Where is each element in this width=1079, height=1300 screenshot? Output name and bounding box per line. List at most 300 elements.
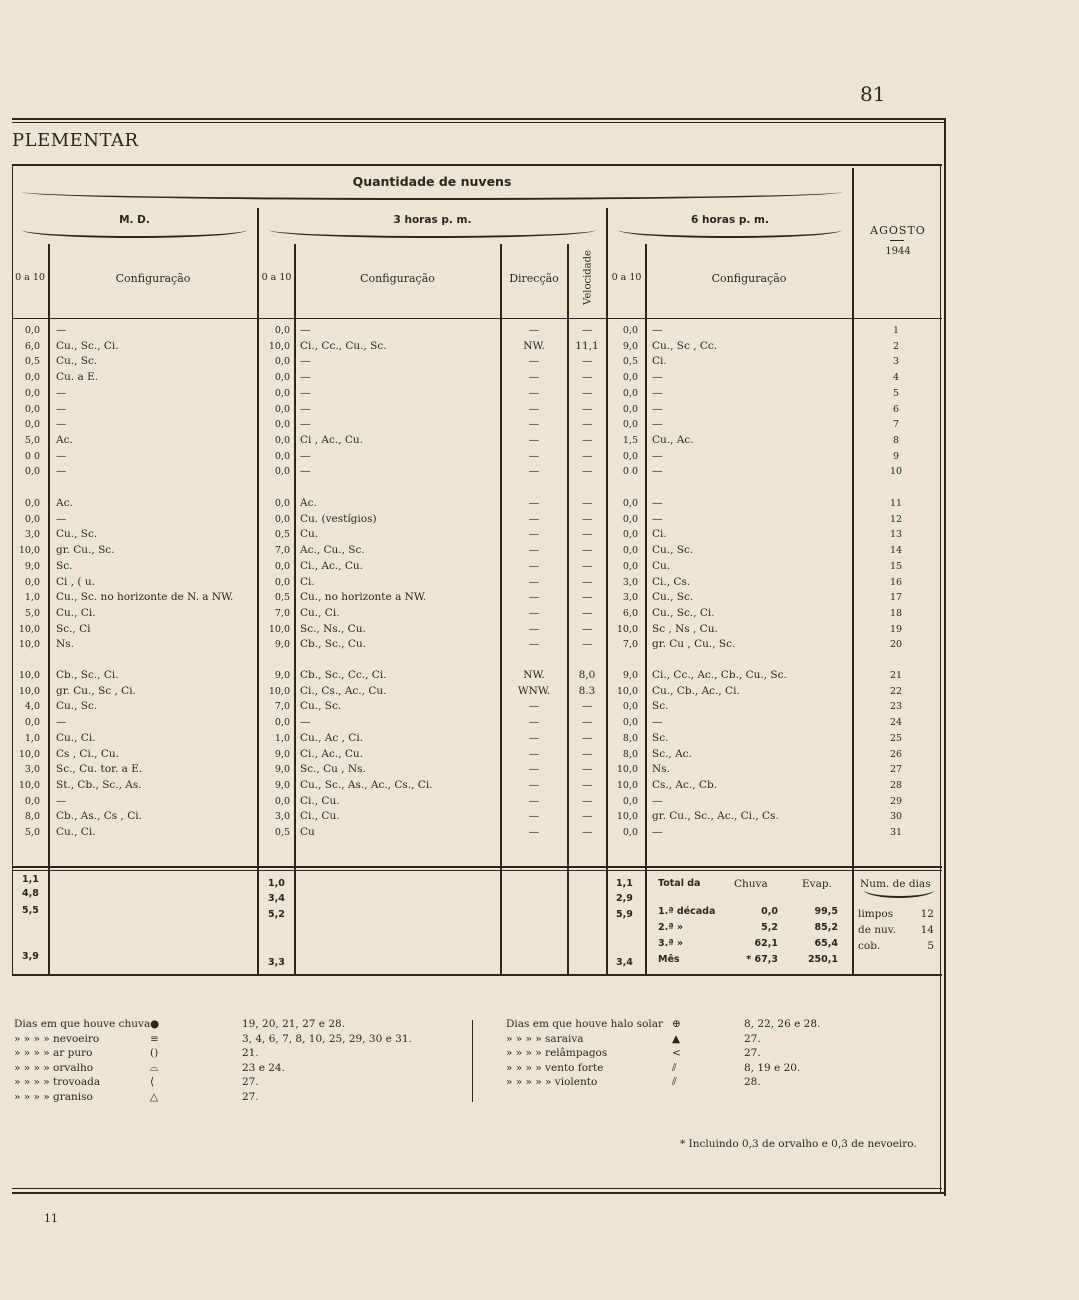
md-config: — (56, 386, 67, 399)
md-amount: 0,0 (24, 498, 40, 509)
h3-amount: 7,0 (274, 607, 290, 619)
md-summary-4: 3,9 (22, 951, 39, 962)
day-number: 23 (889, 701, 903, 713)
h3-config: Cu., Ac , Ci. (300, 731, 364, 744)
speed: — (581, 497, 593, 509)
totals-evap: 99,5 (814, 906, 838, 917)
legend-symbol: ⌓ (150, 1061, 159, 1074)
h6-amount: 0,0 (622, 419, 638, 431)
legend-label: » » » » vento forte (506, 1061, 604, 1074)
day-number: 24 (889, 717, 903, 729)
md-config: Cu., Sc. (56, 355, 98, 368)
h3-summary-1: 1,0 (268, 878, 285, 889)
speed: — (581, 638, 593, 651)
md-amount: 0,0 (24, 325, 40, 336)
h6-amount: 0,0 (622, 372, 638, 384)
md-config: Cu., Sc. (56, 700, 98, 713)
h3-config: Cu., Sc., As., Ac., Cs., Ci. (300, 778, 433, 791)
totals-evap: 250,1 (807, 954, 838, 965)
h6-amount: 0,5 (622, 356, 638, 368)
md-amount: 10,0 (18, 545, 40, 557)
day-number: 27 (889, 764, 903, 776)
direction: — (528, 622, 540, 635)
h6-summary-3: 5,9 (616, 909, 633, 920)
day-number: 9 (892, 450, 900, 462)
legend-symbol: ⊕ (672, 1018, 681, 1030)
md-config: gr. Cu., Sc , Ci. (56, 684, 136, 697)
h3-config: — (300, 371, 311, 384)
h6-amount: 0,0 (622, 827, 638, 838)
direction: — (528, 324, 540, 336)
h6-config: gr. Cu., Sc., Ac., Ci., Cs. (652, 810, 779, 823)
totals-evap: 85,2 (814, 922, 838, 933)
h3-amount: 0,0 (274, 717, 290, 729)
h6-amount: 0,0 (622, 325, 638, 336)
speed: 8,0 (578, 669, 596, 681)
h6-amount: 0,0 (622, 560, 638, 572)
h3-config: — (300, 716, 311, 729)
speed: — (581, 559, 593, 572)
days-label: limpos (858, 908, 894, 920)
direction: — (528, 386, 540, 399)
h6-config: — (652, 716, 663, 729)
page-number: 81 (860, 82, 886, 106)
md-amount: 0,0 (24, 717, 40, 729)
speed: — (581, 826, 593, 838)
md-header: M. D. (119, 214, 150, 226)
speed: — (581, 700, 593, 713)
speed: — (581, 402, 593, 415)
speed: 8.3 (578, 684, 596, 697)
h3-brace (269, 230, 596, 238)
md-amount: 0,0 (24, 419, 40, 431)
h6-config: — (652, 497, 663, 509)
totals-evap-header: Evap. (802, 878, 832, 890)
h3-config: Cu. (300, 528, 319, 541)
h6-config: — (652, 418, 663, 431)
md-amount: 0,0 (24, 372, 40, 384)
h3-config: Ci., Ac., Cu. (300, 747, 364, 760)
bottom-rule-thin (12, 1188, 942, 1189)
days-label: cob. (858, 940, 881, 952)
h3-config: Ci., Cu. (300, 810, 340, 823)
h3-config: Ci., Ac., Cu. (300, 559, 364, 572)
h6-summary-4: 3,4 (616, 957, 633, 968)
h6-amount: 0,0 (622, 450, 638, 462)
h3-config: Ci. (300, 575, 315, 588)
md-amount: 10,0 (18, 670, 40, 681)
totals-rain: 62,1 (754, 938, 778, 949)
legend-days: 23 e 24. (242, 1061, 285, 1074)
day-number: 14 (889, 545, 903, 557)
day-number: 7 (892, 419, 900, 431)
totals-label: 1.ª década (658, 906, 716, 917)
md-config: Ac. (56, 497, 73, 509)
h6-amount: 0,0 (622, 717, 638, 729)
vrule-vel (606, 208, 608, 974)
direction: — (528, 716, 540, 729)
legend-label: » » » » trovoada (14, 1076, 101, 1088)
h6-config: — (652, 465, 663, 478)
direction: — (528, 810, 540, 823)
h3-amount: 0,0 (274, 466, 290, 478)
legend-label: Dias em que houve chuva (14, 1018, 151, 1030)
md-config: — (56, 449, 67, 462)
md-config: — (56, 402, 67, 415)
md-config: Cu., Ci. (56, 731, 96, 744)
h6-config-header: Configuração (711, 272, 787, 285)
bottom-rule (12, 1192, 946, 1194)
md-amount: 4,0 (24, 701, 40, 713)
legend-days: 27. (744, 1047, 761, 1059)
md-amount: 10,0 (18, 639, 40, 651)
direction: — (528, 591, 540, 604)
direction: — (528, 465, 540, 478)
h6-amount: 0 0 (622, 466, 638, 478)
h3-amount: 0,0 (274, 419, 290, 431)
direction: — (528, 826, 540, 838)
day-number: 5 (892, 387, 900, 399)
legend-symbol: ⫽ (672, 1061, 677, 1074)
direction: — (528, 418, 540, 431)
md-config: — (56, 716, 67, 729)
md-amount: 3,0 (24, 529, 40, 541)
summary-top-rule (12, 866, 942, 868)
legend-days: 8, 22, 26 e 28. (744, 1018, 821, 1030)
md-config: Cu., Ci. (56, 606, 96, 619)
h3-amount: 7,0 (274, 701, 290, 713)
direction: — (528, 512, 540, 525)
day-number: 29 (889, 795, 903, 807)
day-number: 31 (889, 827, 903, 838)
day-number: 25 (889, 732, 903, 744)
h6-header: 6 horas p. m. (691, 214, 769, 226)
direction: — (528, 606, 540, 619)
h3-config: — (300, 449, 311, 462)
h6-config: — (652, 794, 663, 807)
days-label: de nuv. (858, 924, 896, 936)
h3-config: Ac. (300, 497, 317, 509)
h3-config: — (300, 465, 311, 478)
h6-config: — (652, 402, 663, 415)
footnote: * Incluindo 0,3 de orvalho e 0,3 de nevoeiro. (680, 1138, 917, 1150)
h6-config: Cu., Sc. (652, 544, 694, 557)
direction: — (528, 575, 540, 588)
direction: — (528, 778, 540, 791)
h3-amount: 10,0 (268, 623, 290, 635)
h3-amount: 0,0 (274, 403, 290, 415)
speed: — (581, 512, 593, 525)
md-amount: 0,0 (24, 513, 40, 525)
day-number: 13 (889, 529, 903, 541)
legend-days: 27. (242, 1090, 259, 1103)
md-config: — (56, 465, 67, 478)
direction: — (528, 497, 540, 509)
legend-days: 19, 20, 21, 27 e 28. (242, 1018, 346, 1030)
h6-amount: 0,0 (622, 701, 638, 713)
md-amount: 6,0 (24, 340, 40, 352)
speed: — (581, 575, 593, 588)
h3-config: Ci., Cs., Ac., Cu. (300, 684, 387, 697)
h3-amount: 3,0 (274, 811, 290, 823)
legend-label: » » » » graniso (14, 1090, 93, 1103)
h6-amount: 8,0 (622, 732, 638, 744)
h3-config: Ac., Cu., Sc. (300, 544, 365, 557)
speed: — (581, 371, 593, 384)
md-config: St., Cb., Sc., As. (56, 778, 142, 791)
main-header-brace (22, 192, 842, 200)
vrule-6h-end (852, 168, 854, 974)
md-amount: 1,0 (24, 732, 40, 744)
day-number: 3 (892, 356, 900, 368)
totals-rain: 5,2 (761, 922, 778, 933)
days-value: 14 (920, 924, 934, 936)
h3-config: Sc., Cu , Ns. (300, 763, 366, 776)
md-config: Cu., Sc., Ci. (56, 339, 119, 352)
header-top-rule (12, 164, 942, 166)
h3-config-header: Configuração (360, 272, 435, 285)
legend-days: 27. (744, 1032, 761, 1045)
md-amount: 9,0 (24, 560, 40, 572)
legend-divider (472, 1020, 473, 1102)
legend-symbol: △ (150, 1090, 159, 1103)
frame-right (944, 118, 946, 1196)
h6-config: Cu., Sc , Cc. (652, 339, 718, 352)
direction: — (528, 371, 540, 384)
h3-config: Cb., Sc., Cc., Ci. (300, 669, 387, 681)
speed: — (581, 622, 593, 635)
md-config: Ci , ( u. (56, 575, 95, 588)
cloud-table (12, 168, 942, 976)
day-number: 16 (889, 576, 903, 588)
h6-amount: 3,0 (622, 592, 638, 604)
md-amount: 0,0 (24, 795, 40, 807)
day-number: 1 (892, 325, 900, 336)
h3-config: Ci., Cc., Cu., Sc. (300, 339, 387, 352)
direction: — (528, 449, 540, 462)
h6-config: Sc., Ac. (652, 747, 692, 760)
h3-config: Cb., Sc., Cu. (300, 638, 366, 651)
h3-amount: 9,0 (274, 748, 290, 760)
md-amount: 5,0 (24, 434, 40, 446)
h6-amount: 0,0 (622, 498, 638, 509)
day-number: 22 (889, 685, 903, 697)
direction: — (528, 763, 540, 776)
totals-rain-header: Chuva (734, 878, 768, 890)
speed: — (581, 778, 593, 791)
h6-amount: 0,0 (622, 529, 638, 541)
h6-config: — (652, 826, 663, 838)
h3-config: — (300, 355, 311, 368)
direction: — (528, 638, 540, 651)
md-amount: 5,0 (24, 827, 40, 838)
md-config: Cu. a E. (56, 371, 99, 384)
md-summary-3: 5,5 (22, 905, 39, 916)
md-amount: 10,0 (18, 685, 40, 697)
h6-amount: 10,0 (616, 811, 638, 823)
legend-days: 8, 19 e 20. (744, 1061, 801, 1074)
h3-amount: 9,0 (274, 639, 290, 651)
h6-config: — (652, 324, 663, 336)
h6-summary-1: 1,1 (616, 878, 633, 889)
md-amount: 0,0 (24, 387, 40, 399)
speed: — (581, 324, 593, 336)
h3-amount: 0,5 (274, 529, 290, 541)
legend-symbol: < (672, 1047, 681, 1059)
day-number: 17 (889, 592, 903, 604)
h3-amount: 0,0 (274, 498, 290, 509)
speed: — (581, 433, 593, 446)
legend-symbol: ≡ (150, 1032, 159, 1045)
h6-config: Cu., Cb., Ac., Ci. (652, 684, 740, 697)
md-amount: 0,0 (24, 466, 40, 478)
vrule-md-scale (48, 244, 50, 974)
md-amount: 0,0 (24, 403, 40, 415)
md-amount: 10,0 (18, 623, 40, 635)
h3-amount: 0,0 (274, 325, 290, 336)
totals-rain: 0,0 (761, 906, 778, 917)
direction: — (528, 731, 540, 744)
h6-config: Ns. (652, 763, 670, 776)
h6-config: Ci., Cs. (652, 575, 691, 588)
direction: NW. (523, 669, 545, 681)
md-config: gr. Cu., Sc. (56, 544, 115, 557)
day-number: 10 (889, 466, 903, 478)
direction: — (528, 794, 540, 807)
md-config: Sc. (56, 559, 73, 572)
h3-amount: 0,5 (274, 592, 290, 604)
h6-amount: 0,0 (622, 403, 638, 415)
h6-config: Sc , Ns , Cu. (652, 622, 718, 635)
h6-brace (618, 230, 842, 238)
md-config: Ac. (56, 433, 73, 446)
h3-amount: 0,0 (274, 560, 290, 572)
h6-amount: 10,0 (616, 764, 638, 776)
h3-amount: 9,0 (274, 779, 290, 791)
legend-label: » » » » relâmpagos (506, 1047, 608, 1059)
h6-amount: 10,0 (616, 623, 638, 635)
top-rule (12, 118, 946, 120)
totals-label: 2.ª » (658, 922, 684, 933)
h6-config: Ci., Cc., Ac., Cb., Cu., Sc. (652, 669, 787, 681)
md-amount: 3,0 (24, 764, 40, 776)
md-config: Cb., Sc., Ci. (56, 669, 119, 681)
h3-config: — (300, 324, 311, 336)
speed: 11,1 (575, 339, 599, 352)
legend-label: » » » » nevoeiro (14, 1032, 100, 1045)
legend-days: 28. (744, 1076, 761, 1088)
day-number: 11 (889, 498, 903, 509)
legend-label: » » » » ar puro (14, 1047, 93, 1059)
day-number: 28 (889, 779, 903, 791)
md-config: Sc., Cu. tor. a E. (56, 763, 143, 776)
h6-config: Sc. (652, 700, 669, 713)
month-header: AGOSTO (870, 224, 926, 237)
h6-config: — (652, 512, 663, 525)
h3-amount: 0,5 (274, 827, 290, 838)
vrule-3h-scale (294, 244, 296, 974)
md-scale-header: 0 a 10 (15, 272, 45, 283)
md-config: Cs , Ci., Cu. (56, 747, 119, 760)
speed: — (581, 418, 593, 431)
h6-config: Cu., Sc. (652, 591, 694, 604)
h3-amount: 0,0 (274, 387, 290, 399)
top-rule-thin (12, 122, 946, 123)
h6-amount: 6,0 (622, 607, 638, 619)
vrule-6h-scale (645, 244, 647, 974)
totals-label-header: Total da (658, 878, 701, 889)
h6-config: Cu., Sc., Ci. (652, 606, 715, 619)
h3-config: Cu., no horizonte a NW. (300, 591, 427, 604)
main-header: Quantidade de nuvens (352, 174, 512, 189)
md-summary-1: 1,1 (22, 874, 39, 885)
md-config: — (56, 794, 67, 807)
days-value: 12 (920, 908, 934, 920)
h3-config: Cu (300, 826, 315, 838)
h6-amount: 3,0 (622, 576, 638, 588)
h3-config: — (300, 386, 311, 399)
md-config-header: Configuração (115, 272, 191, 285)
md-config: Sc., Ci (56, 622, 91, 635)
md-amount: 0 0 (24, 450, 40, 462)
speed: — (581, 355, 593, 368)
legend-label: » » » » » violento (506, 1076, 598, 1088)
h3-summary-3: 5,2 (268, 909, 285, 920)
direction: — (528, 559, 540, 572)
speed: — (581, 386, 593, 399)
speed: — (581, 747, 593, 760)
h3-amount: 9,0 (274, 764, 290, 776)
legend-label: » » » » orvalho (14, 1061, 94, 1074)
legend-symbol: ▲ (672, 1032, 681, 1045)
h6-config: Cu. (652, 559, 671, 572)
h3-amount: 0,0 (274, 434, 290, 446)
h6-config: — (652, 386, 663, 399)
legend-days: 21. (242, 1047, 259, 1059)
h6-amount: 0,0 (622, 795, 638, 807)
speed: — (581, 528, 593, 541)
totals-evap: 65,4 (814, 938, 838, 949)
md-config: Cb., As., Cs , Ci. (56, 810, 142, 823)
h6-amount: 9,0 (622, 340, 638, 352)
h6-config: — (652, 449, 663, 462)
h6-amount: 10,0 (616, 685, 638, 697)
h3-amount: 9,0 (274, 670, 290, 681)
md-amount: 1,0 (24, 592, 40, 604)
h3-amount: 10,0 (268, 340, 290, 352)
totals-label: Mês (658, 954, 680, 965)
h6-amount: 7,0 (622, 639, 638, 651)
h3-config: Cu., Sc. (300, 700, 342, 713)
h3-summary-4: 3,3 (268, 957, 285, 968)
speed-header: Velocidade (582, 250, 594, 305)
table-bottom-rule (12, 974, 942, 976)
speed: — (581, 763, 593, 776)
h6-amount: 1,5 (622, 434, 638, 446)
h6-config: Sc. (652, 731, 669, 744)
speed: — (581, 544, 593, 557)
h6-amount: 10,0 (616, 779, 638, 791)
legend-days: 27. (242, 1076, 259, 1088)
h3-amount: 0,0 (274, 356, 290, 368)
direction: — (528, 528, 540, 541)
md-amount: 0,0 (24, 576, 40, 588)
h6-amount: 0,0 (622, 387, 638, 399)
direction: — (528, 700, 540, 713)
md-config: — (56, 324, 67, 336)
speed: — (581, 794, 593, 807)
day-number: 8 (892, 434, 900, 446)
